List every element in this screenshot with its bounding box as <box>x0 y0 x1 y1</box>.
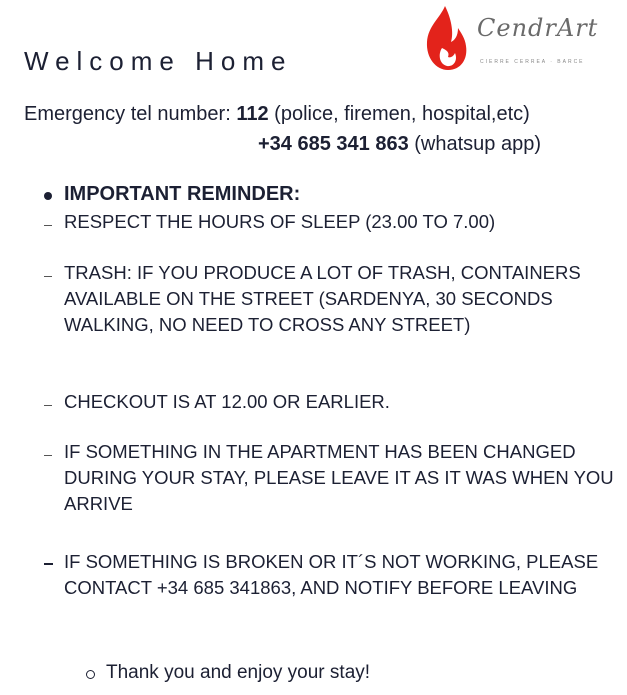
dash-icon <box>44 276 52 277</box>
bullet-dot-icon <box>44 192 52 200</box>
reminder-item: IF SOMETHING IS BROKEN OR IT´S NOT WORKING, PLEASE CONTACT +34 685 341863, AND NOTIFY BEFORE LEAVING <box>64 551 599 598</box>
reminder-item: CHECKOUT IS AT 12.00 OR EARLIER. <box>64 391 390 412</box>
dash-icon <box>44 455 52 456</box>
page-title: Welcome Home <box>24 46 293 76</box>
whatsapp-number: +34 685 341 863 <box>258 133 409 155</box>
circle-bullet-icon <box>86 670 95 679</box>
flame-icon <box>420 2 470 74</box>
emergency-number: 112 <box>236 103 269 125</box>
emergency-line <box>24 103 530 126</box>
reminder-heading: IMPORTANT REMINDER: <box>64 183 301 205</box>
reminder-item: IF SOMETHING IN THE APARTMENT HAS BEEN CHANGED DURING YOUR STAY, PLEASE LEAVE IT AS IT WAS WHEN YOU ARRIVE <box>64 441 614 514</box>
dash-icon <box>44 563 53 565</box>
logo-tagline: CIERRE CERREA · BARCE <box>480 59 585 65</box>
brand-logo <box>420 2 610 74</box>
emergency-label: Emergency tel number: <box>24 103 231 125</box>
reminder-item: RESPECT THE HOURS OF SLEEP (23.00 TO 7.00) <box>64 211 496 232</box>
logo-wordmark: CendrArt <box>477 14 599 42</box>
dash-icon <box>44 405 52 406</box>
emergency-note: (police, firemen, hospital,etc) <box>274 103 530 125</box>
dash-icon <box>44 225 52 226</box>
closing-message: Thank you and enjoy your stay! <box>106 662 371 683</box>
whatsapp-line <box>258 133 541 156</box>
whatsapp-note: (whatsup app) <box>414 133 542 155</box>
reminder-item: TRASH: IF YOU PRODUCE A LOT OF TRASH, CONTAINERS AVAILABLE ON THE STREET (SARDENYA, 30 SECONDS WALKING, NO NEED TO CROSS ANY STREET) <box>64 262 581 335</box>
